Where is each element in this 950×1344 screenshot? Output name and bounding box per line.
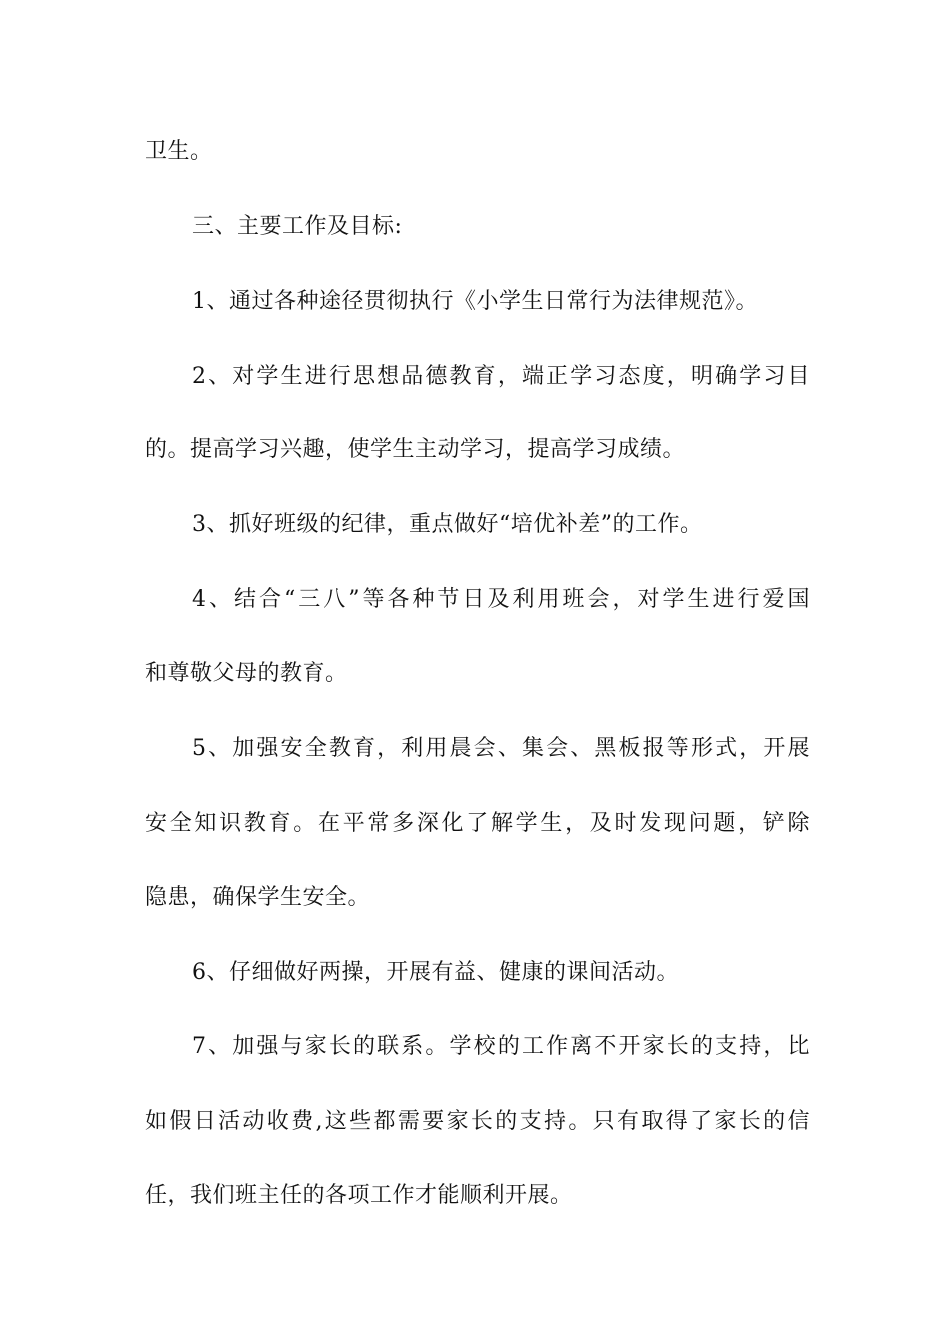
list-item: 4、结合“三八”等各种节日及利用班会，对学生进行爱国 <box>192 587 810 612</box>
text-line: 如假日活动收费,这些都需要家长的支持。只有取得了家长的信 <box>145 1109 810 1134</box>
list-item: 2、对学生进行思想品德教育，端正学习态度，明确学习目 <box>192 364 810 389</box>
text-line: 安全知识教育。在平常多深化了解学生，及时发现问题，铲除 <box>145 811 810 836</box>
text-line: 隐患，确保学生安全。 <box>145 885 371 910</box>
list-item: 7、加强与家长的联系。学校的工作离不开家长的支持，比 <box>192 1034 810 1059</box>
section-heading: 三、主要工作及目标: <box>192 214 403 239</box>
list-item: 6、仔细做好两操，开展有益、健康的课间活动。 <box>192 960 679 985</box>
text-line: 和尊敬父母的教育。 <box>145 661 348 686</box>
list-item: 1、通过各种途径贯彻执行《小学生日常行为法律规范》。 <box>192 289 758 314</box>
list-item: 3、抓好班级的纪律，重点做好“培优补差”的工作。 <box>192 512 703 537</box>
text-line: 任，我们班主任的各项工作才能顺利开展。 <box>145 1183 573 1208</box>
text-line: 的。提高学习兴趣，使学生主动学习，提高学习成绩。 <box>145 437 686 462</box>
text-line: 卫生。 <box>145 139 213 164</box>
list-item: 5、加强安全教育，利用晨会、集会、黑板报等形式，开展 <box>192 736 810 761</box>
